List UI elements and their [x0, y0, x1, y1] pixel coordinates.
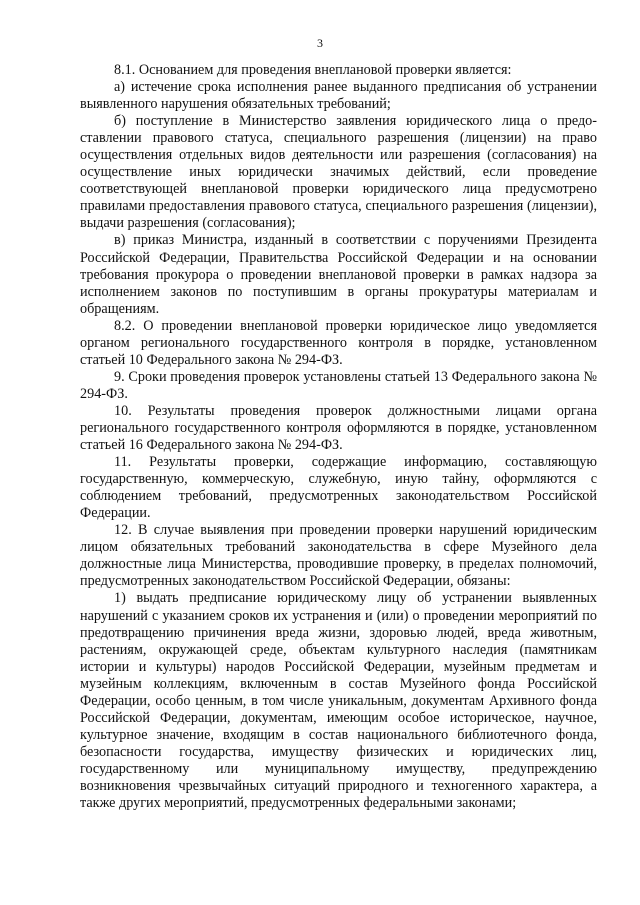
- paragraph-8-1: 8.1. Основанием для проведения внеплановой проверки является:: [114, 62, 512, 78]
- document-body: [80, 62, 597, 812]
- paragraph-8-1-v: в) приказ Министра, изданный в соответствии с поручениями Президента Российской Федерации, Правительства Российской Федерации и на основании требования прокурора о проведении внеплановой проверки в рамках надзора за исполнением законов по поступившим в органы прокуратуры материалам и обращениям.: [80, 232, 597, 317]
- paragraph-9: 9. Сроки проведения проверок установлены статьей 13 Федерального закона № 294-ФЗ.: [80, 368, 597, 402]
- paragraph-12-1: 1) выдать предписание юридическому лицу об устранении выявленных нарушений с указанием сроков их устранения и (или) о проведении мероприятий по предотвращению причинения вреда жизни, здоровью людей, вреда животным, растениям, окружающей среде, объектам культурного наследия (памятникам истории и культуры) народов Российской Федерации, музейным предметам и музейным коллекциям, включенным в состав Музейного фонда Российской Федерации, особо ценным, в том числе уникальным, документам Архивного фонда Российской Федерации, документам, имеющим особое историческое, научное, культурное значение, входящим в состав национального библиотечного фонда, безопасности государства, имуществу физических и юридических лиц, государственному или муниципальному имуществу, предупреждению возникновения чрезвычайных ситуаций природного и техногенного характера, а также других мероприятий, предусмотренных федеральными законами;: [80, 590, 597, 812]
- paragraph-8-1-b: б) поступление в Министерство заявления юридического лица о предоставлении правового статуса, специального разрешения (лицензии) на право осуществления отдельных видов деятельности или разрешения (согласования) на осуществление иных юридически значимых действий, если проведение соответствующей внеплановой проверки юридического лица предусмотрено правилами предоставления правового статуса, специального разрешения (лицензии), выдачи разрешения (согласования);: [80, 113, 597, 232]
- paragraph-10: 10. Результаты проведения проверок должностными лицами органа регионального государственного контроля оформляются в порядке, установленном статьей 16 Федерального закона № 294-ФЗ.: [80, 402, 597, 454]
- paragraph-8-1-a: а) истечение срока исполнения ранее выданного предписания об устранении выявленного нарушения обязательных требований;: [80, 79, 597, 113]
- page-number: 3: [317, 36, 323, 50]
- paragraph-11: 11. Результаты проверки, содержащие информацию, составляющую государственную, коммерческую, служебную, иную тайну, оформляются с соблюдением требований, предусмотренных законодательством Российской Федерации.: [80, 454, 597, 522]
- paragraph-12: 12. В случае выявления при проведении проверки нарушений юридическим лицом обязательных требований законодательства в сфере Музейного дела должностные лица Министерства, проводившие проверку, в пределах полномочий, предусмотренных законодательством Российской Федерации, обязаны:: [80, 522, 597, 590]
- paragraph-8-2: 8.2. О проведении внеплановой проверки юридическое лицо уведомляется органом регионального государственного контроля в порядке, установленном статьей 10 Федерального закона № 294-ФЗ.: [80, 317, 597, 368]
